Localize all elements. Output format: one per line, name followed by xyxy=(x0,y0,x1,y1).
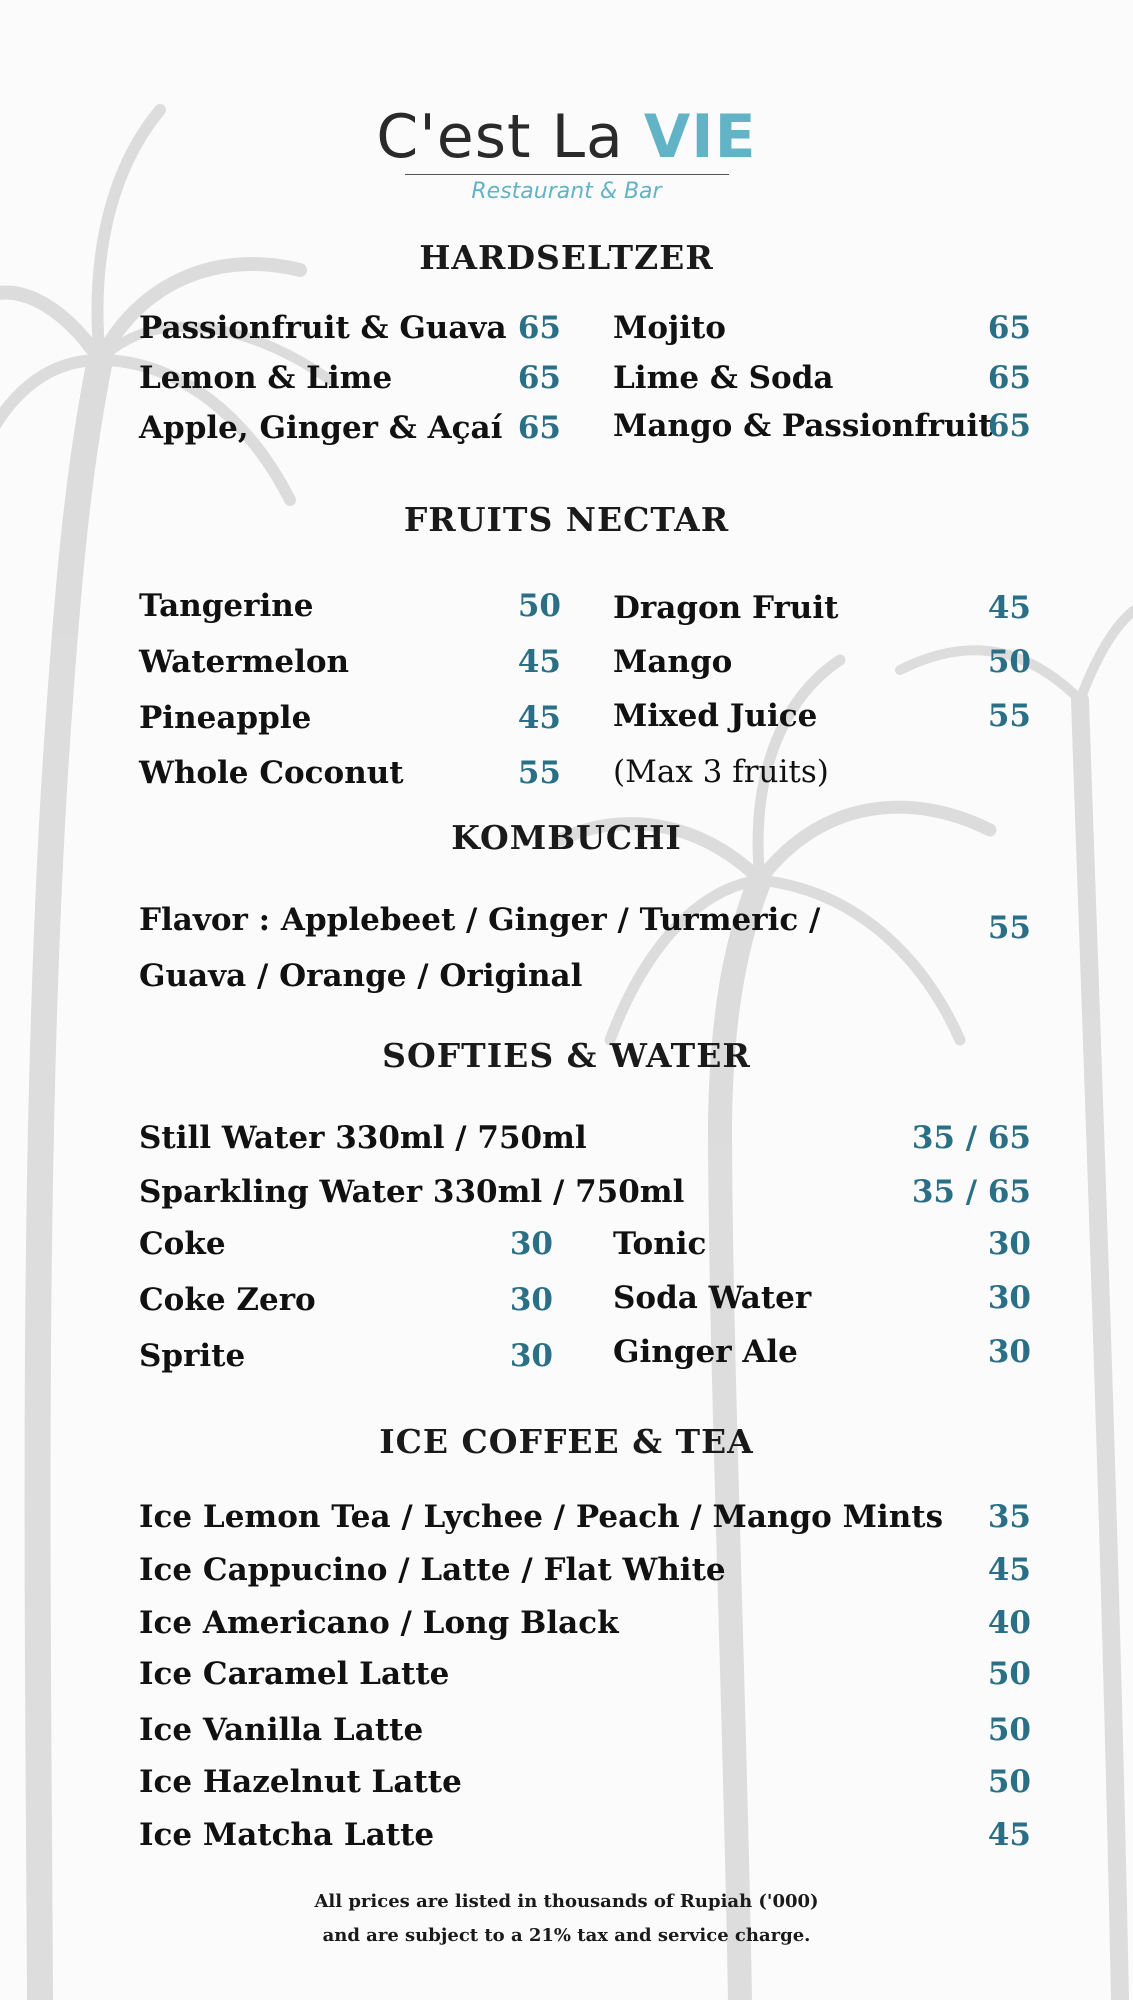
item-price: 65 xyxy=(517,410,561,446)
item-price: 65 xyxy=(987,408,1031,444)
logo-subtitle: Restaurant & Bar xyxy=(471,179,662,204)
item-price: 50 xyxy=(987,1712,1031,1748)
item-price: 45 xyxy=(517,644,561,680)
item-price: 55 xyxy=(987,910,1031,946)
item-price: 65 xyxy=(517,360,561,396)
logo-wordmark xyxy=(0,104,1133,170)
item-name: Coke xyxy=(139,1226,226,1262)
menu-item xyxy=(613,1332,1031,1372)
item-name: Mixed Juice xyxy=(613,698,818,734)
menu-item xyxy=(139,1280,553,1320)
item-name: Lemon & Lime xyxy=(139,360,393,396)
item-price: 45 xyxy=(517,700,561,736)
item-price: 65 xyxy=(987,310,1031,346)
menu-item xyxy=(139,1603,1031,1643)
menu-item xyxy=(613,406,1031,446)
menu-item xyxy=(139,698,561,738)
menu-item xyxy=(139,1654,1031,1694)
menu-item xyxy=(139,1172,1031,1212)
menu-item xyxy=(139,358,561,398)
menu-item xyxy=(139,1815,1031,1855)
menu-item xyxy=(139,1497,1031,1537)
menu-item xyxy=(613,588,1031,628)
menu-item xyxy=(139,1224,553,1264)
item-name: Ice Hazelnut Latte xyxy=(139,1764,462,1800)
item-name: Mango xyxy=(613,644,733,680)
item-price: 50 xyxy=(987,1656,1031,1692)
item-name: Pineapple xyxy=(139,700,312,736)
item-name: Passionfruit & Guava xyxy=(139,310,507,346)
item-name: Mojito xyxy=(613,310,726,346)
item-price: 65 xyxy=(517,310,561,346)
item-price: 30 xyxy=(509,1282,553,1318)
menu-item xyxy=(139,753,561,793)
item-price: 30 xyxy=(987,1334,1031,1370)
menu-item xyxy=(613,1278,1031,1318)
item-name: Tangerine xyxy=(139,588,314,624)
item-name: Dragon Fruit xyxy=(613,590,839,626)
pricing-note-line2: and are subject to a 21% tax and service charge. xyxy=(322,1925,811,1946)
item-name: Ginger Ale xyxy=(613,1334,798,1370)
item-name: Ice Americano / Long Black xyxy=(139,1605,619,1641)
item-price: 35 / 65 xyxy=(911,1174,1031,1210)
menu-item xyxy=(613,642,1031,682)
item-name: Tonic xyxy=(613,1226,707,1262)
item-price: 55 xyxy=(987,698,1031,734)
item-price: 65 xyxy=(987,360,1031,396)
item-name: Lime & Soda xyxy=(613,360,834,396)
item-name: Sprite xyxy=(139,1338,246,1374)
item-price: 45 xyxy=(987,590,1031,626)
item-price: 30 xyxy=(987,1226,1031,1262)
menu-item-continuation xyxy=(139,956,1031,996)
menu-item xyxy=(139,408,561,448)
section-heading-hardseltzer: HARDSELTZER xyxy=(419,238,714,277)
section-heading-ice-coffee-tea: ICE COFFEE & TEA xyxy=(379,1422,754,1461)
item-name: Whole Coconut xyxy=(139,755,404,791)
item-name: Mango & Passionfruit xyxy=(613,408,993,444)
menu-item-note xyxy=(613,752,1031,792)
item-name: Ice Cappucino / Latte / Flat White xyxy=(139,1552,726,1588)
menu-item xyxy=(139,1762,1031,1802)
item-price: 45 xyxy=(987,1552,1031,1588)
menu-item xyxy=(139,642,561,682)
item-price: 50 xyxy=(517,588,561,624)
section-heading-kombuchi: KOMBUCHI xyxy=(451,818,682,857)
menu-item xyxy=(613,1224,1031,1264)
item-price: 45 xyxy=(987,1817,1031,1853)
item-price: 55 xyxy=(517,755,561,791)
logo-name-part1: C'est La xyxy=(376,102,644,172)
item-name: Flavor : Applebeet / Ginger / Turmeric / xyxy=(139,902,821,938)
item-note: (Max 3 fruits) xyxy=(613,754,829,790)
item-price: 35 xyxy=(987,1499,1031,1535)
item-name: Apple, Ginger & Açaí xyxy=(139,410,503,446)
menu-item xyxy=(139,900,1031,946)
item-price: 30 xyxy=(509,1338,553,1374)
menu-item xyxy=(139,586,561,626)
section-heading-fruits-nectar: FRUITS NECTAR xyxy=(403,500,730,539)
menu-item xyxy=(139,1118,1031,1158)
item-name: Coke Zero xyxy=(139,1282,316,1318)
menu-item xyxy=(139,308,561,348)
logo-divider xyxy=(405,174,729,175)
item-price: 35 / 65 xyxy=(911,1120,1031,1156)
restaurant-logo xyxy=(0,104,1133,207)
item-name: Sparkling Water 330ml / 750ml xyxy=(139,1174,685,1210)
item-name-continued: Guava / Orange / Original xyxy=(139,958,583,994)
menu-item xyxy=(139,1336,553,1376)
item-price: 40 xyxy=(987,1605,1031,1641)
item-name: Watermelon xyxy=(139,644,350,680)
menu-item xyxy=(139,1710,1031,1750)
item-name: Soda Water xyxy=(613,1280,812,1316)
item-name: Ice Vanilla Latte xyxy=(139,1712,424,1748)
item-name: Ice Caramel Latte xyxy=(139,1656,450,1692)
item-price: 30 xyxy=(509,1226,553,1262)
item-price: 50 xyxy=(987,1764,1031,1800)
menu-item xyxy=(613,696,1031,736)
section-heading-softies-water: SOFTIES & WATER xyxy=(382,1036,751,1075)
item-name: Still Water 330ml / 750ml xyxy=(139,1120,587,1156)
item-name: Ice Lemon Tea / Lychee / Peach / Mango Mints xyxy=(139,1499,944,1535)
pricing-note-line1: All prices are listed in thousands of Rupiah ('000) xyxy=(314,1891,819,1912)
item-price: 30 xyxy=(987,1280,1031,1316)
logo-name-part2: VIE xyxy=(643,102,757,172)
menu-item xyxy=(139,1550,1031,1590)
menu-item xyxy=(613,308,1031,348)
menu-item xyxy=(613,358,1031,398)
item-price: 50 xyxy=(987,644,1031,680)
item-name: Ice Matcha Latte xyxy=(139,1817,435,1853)
